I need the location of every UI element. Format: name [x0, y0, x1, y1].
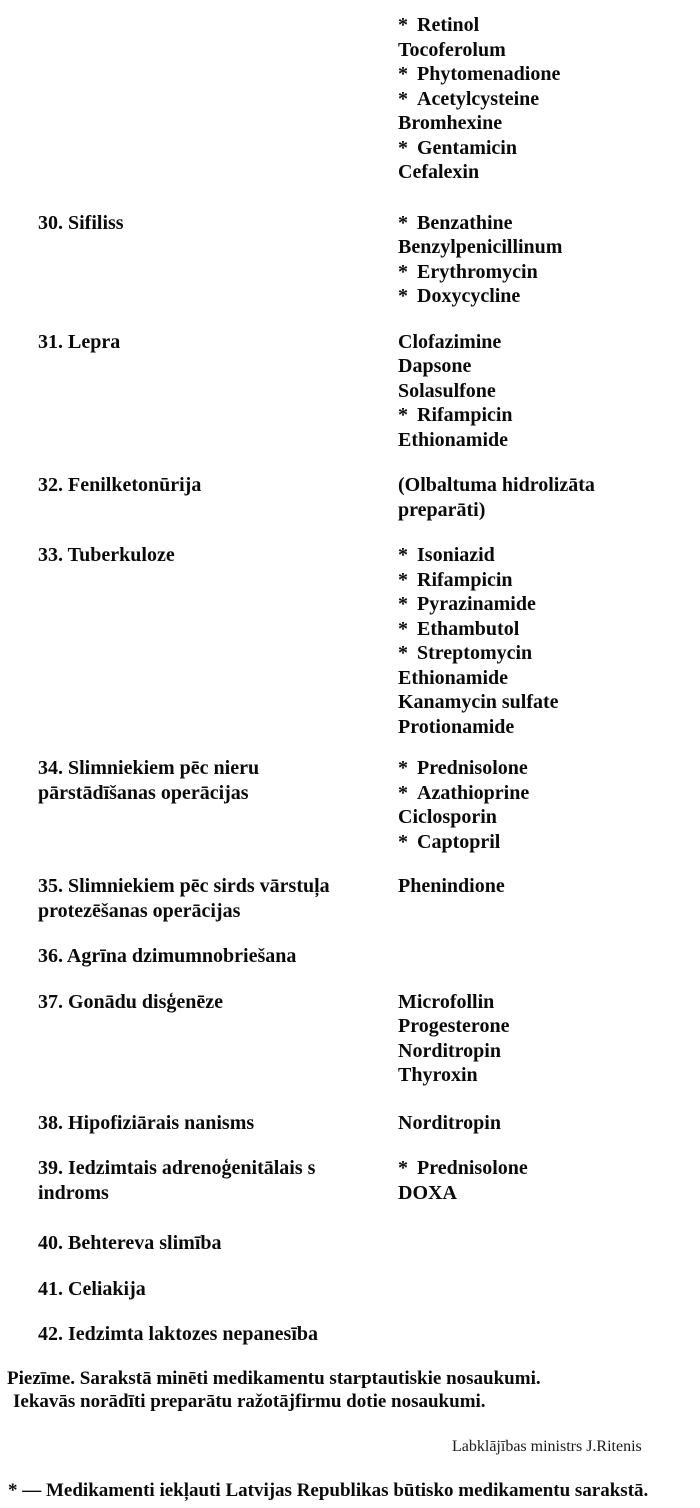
medication-item — [398, 498, 690, 523]
medication-name: Azathioprine — [417, 781, 530, 804]
essential-star-icon: * — [398, 568, 408, 591]
essential-star-icon: * — [398, 593, 408, 615]
disease-section — [0, 1231, 700, 1256]
medication-item — [398, 260, 690, 285]
disease-section — [0, 543, 700, 739]
disease-section — [0, 1277, 700, 1302]
medication-name: Rifampicin — [417, 404, 513, 426]
medication-item — [398, 805, 690, 830]
disease-heading-line: 33. Tuberkuloze — [38, 544, 175, 566]
medication-name: Ethionamide — [398, 666, 509, 689]
disease-name — [0, 1231, 398, 1256]
note-line-1: Piezīme. Sarakstā minēti medikamentu starptautiskie nosaukumi. — [7, 1367, 541, 1389]
medication-name: Gentamicin — [417, 136, 517, 159]
essential-star-icon: * — [398, 1157, 408, 1179]
medication-item — [398, 235, 690, 260]
medication-list — [398, 211, 700, 309]
essential-star-icon: * — [398, 63, 408, 85]
medication-name: Acetylcysteine — [417, 87, 540, 110]
medication-name: Benzathine — [417, 211, 513, 234]
note-block — [7, 1367, 700, 1414]
medication-name: Rifampicin — [417, 568, 513, 591]
disease-section — [0, 1322, 700, 1347]
disease-heading-line: protezēšanas operācijas — [38, 899, 241, 922]
disease-heading-line: 37. Gonādu disģenēze — [38, 990, 224, 1013]
medication-name: Norditropin — [398, 1039, 501, 1062]
medication-item — [398, 592, 690, 617]
medication-item — [398, 1181, 690, 1206]
disease-section — [0, 330, 700, 453]
medication-item — [398, 428, 690, 453]
medication-name: DOXA — [398, 1181, 457, 1204]
medication-list — [398, 874, 700, 923]
empty-left-column — [0, 13, 398, 185]
medication-name: Retinol — [417, 14, 480, 36]
medication-item — [398, 641, 690, 666]
disease-name — [0, 1277, 398, 1302]
medication-item — [398, 830, 690, 855]
disease-name — [0, 211, 398, 309]
medication-item — [398, 354, 690, 379]
medication-name: Prednisolone — [417, 1157, 528, 1179]
essential-medicines-footnote: * — Medikamenti iekļauti Latvijas Republikas būtisko medikamentu sarakstā. — [8, 1479, 649, 1501]
disease-heading-line: indroms — [38, 1181, 109, 1204]
medication-list — [398, 543, 700, 739]
medication-item — [398, 379, 690, 404]
medication-item — [398, 1111, 690, 1136]
medication-item — [398, 403, 690, 428]
medication-name: Kanamycin sulfate — [398, 691, 559, 713]
medication-item — [398, 473, 690, 498]
medication-item — [398, 160, 690, 185]
disease-section — [0, 944, 700, 969]
medication-item — [398, 1039, 690, 1064]
medication-name: Streptomycin — [417, 642, 533, 664]
disease-name — [0, 1111, 398, 1136]
minister-signature: Labklājības ministrs J.Ritenis — [452, 1437, 642, 1455]
disease-section — [0, 473, 700, 522]
disease-heading-line: 39. Iedzimtais adrenoģenitālais s — [38, 1157, 316, 1179]
medication-name: Pyrazinamide — [417, 593, 536, 615]
disease-section — [0, 756, 700, 854]
disease-name — [0, 990, 398, 1088]
essential-star-icon: * — [398, 617, 408, 640]
disease-name — [0, 874, 398, 923]
medication-name: Clofazimine — [398, 330, 502, 353]
medication-name: Progesterone — [398, 1015, 510, 1037]
essential-star-icon: * — [398, 14, 408, 36]
medication-item — [398, 1063, 690, 1088]
note-line-2: Iekavās norādīti preparātu ražotājfirmu dotie nosaukumi. — [13, 1391, 486, 1412]
essential-star-icon: * — [398, 87, 408, 110]
medication-name: Captopril — [417, 830, 501, 853]
medication-item — [398, 1014, 690, 1039]
medication-name: Ciclosporin — [398, 806, 497, 828]
medication-item — [398, 284, 690, 309]
medication-name: Erythromycin — [417, 260, 538, 283]
essential-star-icon: * — [398, 830, 408, 853]
medication-name: Microfollin — [398, 990, 495, 1013]
medication-item — [398, 211, 690, 236]
medication-list — [398, 330, 700, 453]
medication-name: Thyroxin — [398, 1064, 478, 1086]
essential-star-icon: * — [398, 211, 408, 234]
essential-star-icon: * — [398, 260, 408, 283]
disease-heading-line: 32. Fenilketonūrija — [38, 474, 202, 496]
essential-star-icon: * — [398, 404, 408, 426]
medication-list — [398, 1156, 700, 1205]
disease-section — [0, 1156, 700, 1205]
essential-star-icon: * — [398, 757, 408, 779]
disease-heading-line: 34. Slimniekiem pēc nieru — [38, 757, 260, 779]
medication-item — [398, 568, 690, 593]
medication-item — [398, 781, 690, 806]
disease-name — [0, 1156, 398, 1205]
disease-name — [0, 473, 398, 522]
medication-name: Tocoferolum — [398, 38, 506, 61]
medication-list — [398, 756, 700, 854]
medication-item — [398, 62, 690, 87]
medication-name: Solasulfone — [398, 379, 496, 402]
medication-name: Norditropin — [398, 1111, 501, 1134]
medication-list — [398, 473, 700, 522]
medication-name: preparāti) — [398, 498, 486, 521]
medication-list — [398, 944, 700, 969]
disease-heading-line: 41. Celiakija — [38, 1277, 146, 1300]
essential-star-icon: * — [398, 544, 408, 566]
disease-name — [0, 330, 398, 453]
medication-name: Doxycycline — [417, 285, 521, 307]
disease-name — [0, 543, 398, 739]
medication-name: (Olbaltuma hidrolizāta — [398, 474, 595, 496]
medication-name: Benzylpenicillinum — [398, 236, 563, 258]
medication-list — [398, 13, 700, 185]
medication-list — [398, 1322, 700, 1347]
disease-heading-line: 40. Behtereva slimība — [38, 1232, 222, 1254]
disease-name — [0, 756, 398, 854]
medication-name: Cefalexin — [398, 161, 480, 183]
medication-item — [398, 756, 690, 781]
medication-list — [398, 1231, 700, 1256]
disease-heading-line: 31. Lepra — [38, 330, 121, 353]
medication-name: Phenindione — [398, 875, 505, 897]
disease-heading-line: 36. Agrīna dzimumnobriešana — [38, 945, 297, 967]
disease-heading-line: 30. Sifiliss — [38, 211, 124, 234]
disease-section — [0, 211, 700, 309]
disease-heading-line: pārstādīšanas operācijas — [38, 781, 249, 804]
essential-star-icon: * — [398, 781, 408, 804]
medication-name: Ethionamide — [398, 428, 509, 451]
medication-name: Ethambutol — [417, 617, 520, 640]
medication-item — [398, 617, 690, 642]
medication-item — [398, 715, 690, 740]
medication-name: Prednisolone — [417, 757, 528, 779]
disease-heading-line: 35. Slimniekiem pēc sirds vārstuļa — [38, 875, 330, 897]
medication-item — [398, 330, 690, 355]
continuation-medication-block — [0, 13, 700, 185]
medication-item — [398, 543, 690, 568]
medication-item — [398, 1156, 690, 1181]
medication-item — [398, 87, 690, 112]
medication-name: Isoniazid — [417, 544, 495, 566]
medication-name: Dapsone — [398, 355, 472, 377]
medication-list — [398, 990, 700, 1088]
medication-item — [398, 690, 690, 715]
medication-name: Bromhexine — [398, 112, 503, 134]
disease-name — [0, 944, 398, 969]
medication-item — [398, 13, 690, 38]
essential-star-icon: * — [398, 136, 408, 159]
disease-heading-line: 42. Iedzimta laktozes nepanesība — [38, 1323, 318, 1345]
medication-item — [398, 990, 690, 1015]
disease-section — [0, 874, 700, 923]
medication-item — [398, 111, 690, 136]
disease-section — [0, 1111, 700, 1136]
medication-list — [398, 1277, 700, 1302]
medication-item — [398, 666, 690, 691]
medication-item — [398, 136, 690, 161]
medication-name: Phytomenadione — [417, 63, 561, 85]
disease-section — [0, 990, 700, 1088]
disease-name — [0, 1322, 398, 1347]
essential-star-icon: * — [398, 285, 408, 307]
medication-name: Protionamide — [398, 715, 515, 738]
medication-list — [398, 1111, 700, 1136]
medication-item — [398, 874, 690, 899]
disease-sections — [0, 211, 700, 1347]
disease-heading-line: 38. Hipofiziārais nanisms — [38, 1111, 255, 1134]
essential-star-icon: * — [398, 642, 408, 664]
medication-item — [398, 38, 690, 63]
